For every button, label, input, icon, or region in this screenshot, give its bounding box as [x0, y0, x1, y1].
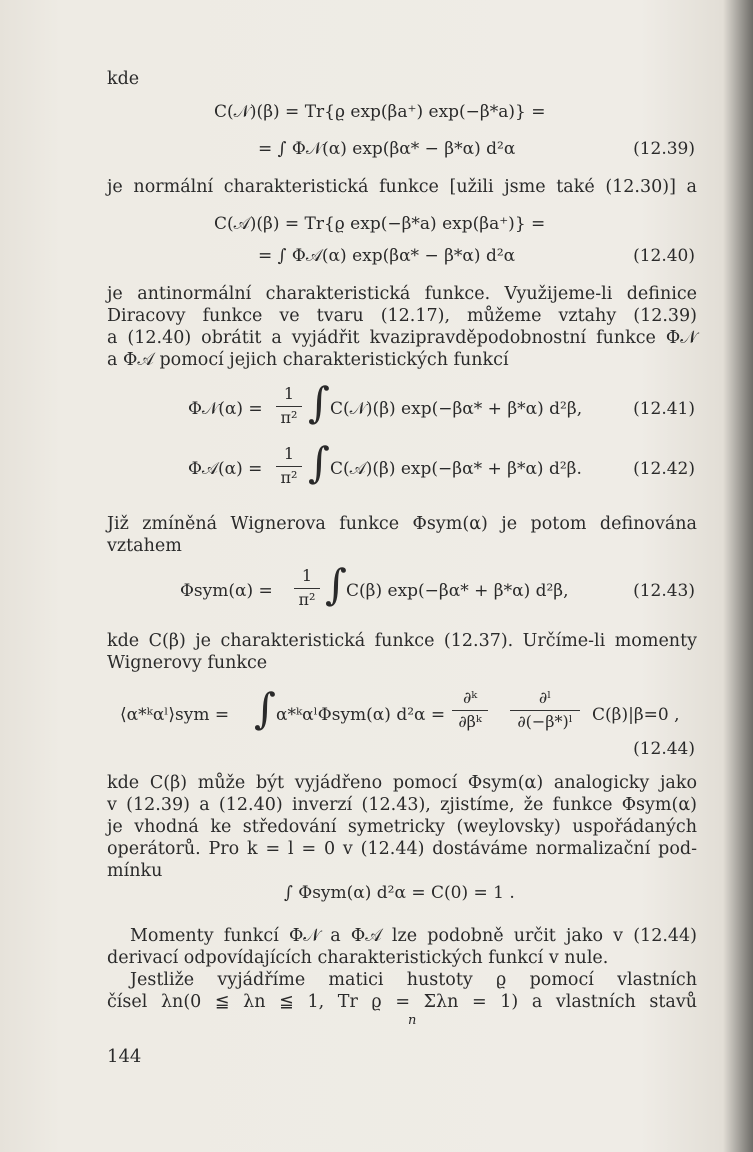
fraction-bar	[276, 406, 302, 407]
equation-12-44-mid: α*ᵏαˡΦsym(α) d²α =	[276, 705, 446, 725]
sum-index: n	[408, 1013, 417, 1028]
equation-number-12-44: (12.44)	[633, 739, 695, 759]
text-line-invert: a (12.40) obrátit a vyjádřit kvazipravděpodobnostní funkce Φ𝒩	[107, 328, 697, 348]
fraction-denominator: π²	[298, 590, 316, 609]
text-line-vztahem: vztahem	[107, 536, 182, 556]
integral-sign: ∫	[254, 684, 276, 733]
equation-number-12-43: (12.43)	[633, 581, 695, 601]
fraction-bar	[294, 588, 320, 589]
derivative-2-numerator: ∂ˡ	[538, 688, 552, 707]
integral-sign: ∫	[325, 560, 347, 609]
text-line-minku: mínku	[107, 861, 163, 881]
text-line-normal-char: je normální charakteristická funkce [užili jsme také (12.30)] a	[107, 177, 697, 197]
text-line-antinormal: je antinormální charakteristická funkce. Využijeme-li definice	[107, 284, 697, 304]
fraction-bar	[510, 710, 580, 711]
text-line-symmetric: je vhodná ke středování symetricky (weylovsky) uspořádaných	[107, 817, 697, 837]
fraction-bar	[276, 466, 302, 467]
equation-12-41-lhs: Φ𝒩(α) =	[188, 399, 263, 419]
equation-12-39-line2: = ∫ Φ𝒩(α) exp(βα* − β*α) d²α	[258, 139, 516, 159]
text-line-density-matrix: Jestliže vyjádříme matici hustoty ϱ pomocí vlastních	[130, 970, 697, 990]
equation-12-44-lhs: ⟨α*ᵏαˡ⟩sym =	[120, 705, 230, 725]
equation-12-44-tail: C(β)|β=0 ,	[592, 705, 680, 725]
text-line-wignerovy: Wignerovy funkce	[107, 653, 268, 673]
text-line-inverse: v (12.39) a (12.40) inverzí (12.43), zjistíme, že funkce Φsym(α)	[107, 795, 697, 815]
equation-12-43-lhs: Φsym(α) =	[180, 581, 273, 601]
derivative-1-denominator: ∂βᵏ	[458, 712, 482, 731]
equation-12-40-line1: C(𝒜)(β) = Tr{ϱ exp(−β*a) exp(βa⁺)} =	[214, 214, 546, 234]
text-line-expressed: kde C(β) může být vyjádřeno pomocí Φsym(α) analogicky jako	[107, 773, 697, 793]
equation-12-39-line1: C(𝒩)(β) = Tr{ϱ exp(βa⁺) exp(−β*a)} =	[214, 102, 546, 122]
equation-number-12-40: (12.40)	[633, 246, 695, 266]
page-number: 144	[107, 1046, 142, 1067]
fraction-bar	[452, 710, 488, 711]
fraction-denominator: π²	[280, 468, 298, 487]
text-line-dirac: Diracovy funkce ve tvaru (12.17), můžeme vztahy (12.39)	[107, 306, 697, 326]
text-line-moments: kde C(β) je charakteristická funkce (12.37). Určíme-li momenty	[107, 631, 697, 651]
text-line-char-functions: a Φ𝒜 pomocí jejich charakteristických funkcí	[107, 350, 509, 370]
text-line-eigenvalues: čísel λn(0 ≦ λn ≦ 1, Tr ϱ = Σλn = 1) a vlastních stavů	[107, 992, 697, 1012]
integral-sign: ∫	[308, 378, 330, 427]
derivative-1-numerator: ∂ᵏ	[462, 688, 478, 707]
equation-normalization: ∫ Φsym(α) d²α = C(0) = 1 .	[284, 883, 515, 903]
text-line-wigner: Již zmíněná Wignerova funkce Φsym(α) je potom definována	[107, 514, 697, 534]
equation-number-12-42: (12.42)	[633, 459, 695, 479]
equation-12-43-rhs: C(β) exp(−βα* + β*α) d²β,	[346, 581, 569, 601]
fraction-numerator: 1	[301, 566, 313, 585]
equation-number-12-41: (12.41)	[633, 399, 695, 419]
derivative-2-denominator: ∂(−β*)ˡ	[517, 712, 573, 731]
fraction-numerator: 1	[283, 384, 295, 403]
equation-12-42-rhs: C(𝒜)(β) exp(−βα* + β*α) d²β.	[330, 459, 582, 479]
equation-12-40-line2: = ∫ Φ𝒜(α) exp(βα* − β*α) d²α	[258, 246, 516, 266]
equation-number-12-39: (12.39)	[633, 139, 695, 159]
fraction-numerator: 1	[283, 444, 295, 463]
text-line-kde: kde	[107, 69, 140, 89]
equation-12-42-lhs: Φ𝒜(α) =	[188, 459, 263, 479]
fraction-denominator: π²	[280, 408, 298, 427]
text-line-moments-functions: Momenty funkcí Φ𝒩 a Φ𝒜 lze podobně určit jako v (12.44)	[130, 926, 697, 946]
integral-sign: ∫	[308, 438, 330, 487]
text-line-operators: operátorů. Pro k = l = 0 v (12.44) dostáváme normalizační pod-	[107, 839, 697, 859]
equation-12-41-rhs: C(𝒩)(β) exp(−βα* + β*α) d²β,	[330, 399, 583, 419]
text-line-derivatives: derivací odpovídajících charakteristických funkcí v nule.	[107, 948, 609, 968]
